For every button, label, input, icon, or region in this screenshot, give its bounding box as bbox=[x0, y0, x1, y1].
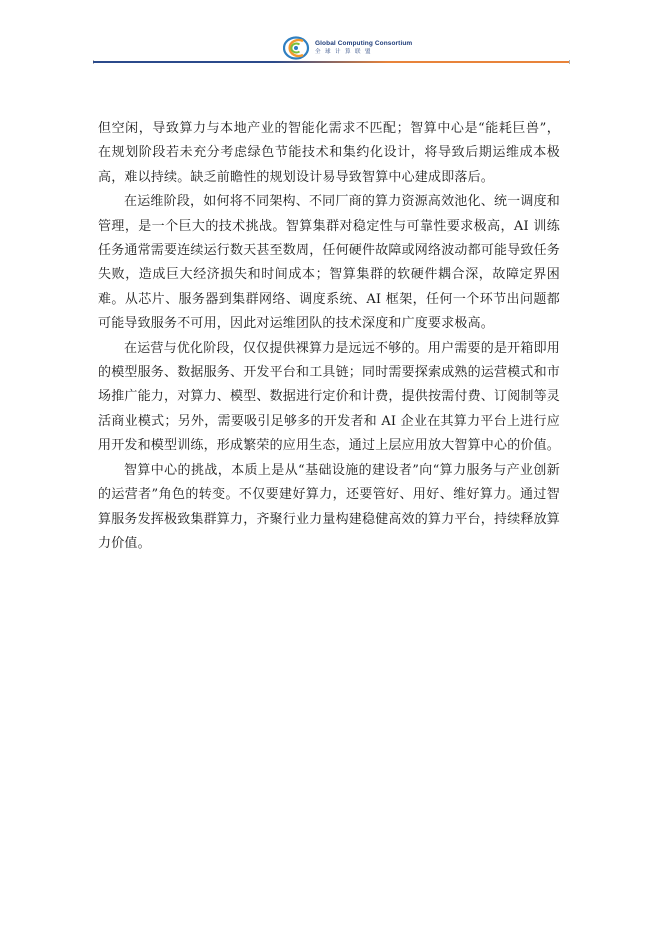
logo-chinese-name: 全球计算联盟 bbox=[315, 49, 376, 55]
header-divider bbox=[93, 61, 569, 63]
header-rule-end-tick bbox=[569, 60, 570, 64]
gcc-logo-icon bbox=[283, 36, 311, 60]
paragraph-operating-optimization: 在运营与优化阶段，仅仅提供裸算力是远远不够的。用户需要的是开箱即用的模型服务、数据服务、开发平台和工具链；同时需要探索成熟的运营模式和市场推广能力，对算力、模型、数据进行定价和计费，提供按需付费、订阅制等灵活商业模式；另外，需要吸引足够多的开发者和 AI 企业在其算力平台上进行应用开发和模型训练，形成繁荣的应用生态，通过上层应用放大智算中心的价值。 bbox=[98, 340, 561, 454]
paragraph-continued: 但空闲，导致算力与本地产业的智能化需求不匹配；智算中心是“能耗巨兽”，在规划阶段若未充分考虑绿色节能技术和集约化设计，将导致后期运维成本极高，难以持续。缺乏前瞻性的规划设计易导致智算中心建成即落后。 bbox=[98, 121, 560, 185]
document-body bbox=[98, 117, 560, 556]
paragraph-operations: 在运维阶段，如何将不同架构、不同厂商的算力资源高效池化、统一调度和管理，是一个巨大的技术挑战。智算集群对稳定性与可靠性要求极高，AI 训练任务通常需要连续运行数天甚至数周，任何硬件故障或网络波动都可能导致任务失败，造成巨大经济损失和时间成本；智算集群的软硬件耦合深，故障定界困难。从芯片、服务器到集群网络、调度系统、AI 框架，任何一个环节出问题都可能导致服务不可用，因此对运维团队的技术深度和广度要求极高。 bbox=[98, 194, 561, 332]
page-header bbox=[0, 0, 662, 70]
logo-english-name: Global Computing Consortium bbox=[315, 40, 413, 47]
consortium-logo bbox=[283, 35, 412, 61]
paragraph-challenge-summary: 智算中心的挑战，本质上是从“基础设施的建设者”向“算力服务与产业创新的运营者”角色的转变。不仅要建好算力，还要管好、用好、维好算力。通过智算服务发挥极致集群算力，齐聚行业力量构建稳健高效的算力平台，持续释放算力价值。 bbox=[98, 462, 561, 551]
